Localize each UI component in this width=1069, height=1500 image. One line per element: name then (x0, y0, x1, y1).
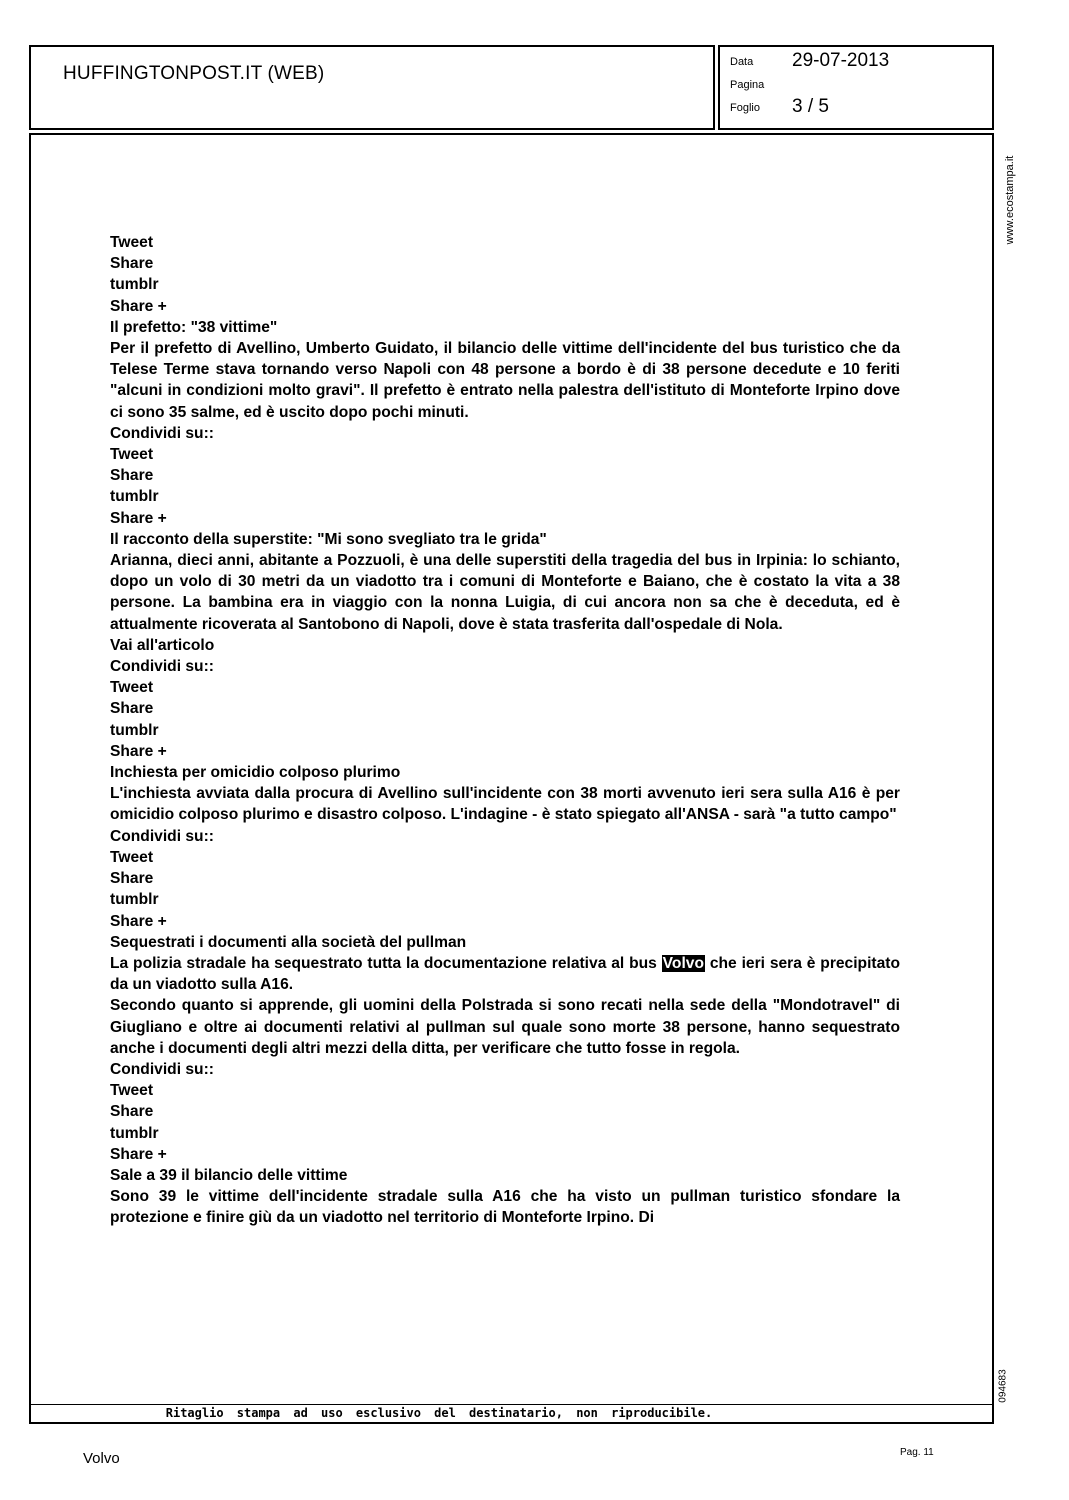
condividi-label: Condividi su:: (110, 1060, 214, 1078)
disclaimer: Ritaglio stampa ad uso esclusivo del destinatario, non riproducibile. (165, 1406, 713, 1420)
section-body: Per il prefetto di Avellino, Umberto Guidato, il bilancio delle vittime dell'incidente del bus turistico che da Telese Terme stava tornando verso Napoli con 48 persone a bordo è di 38 persone decedute e 10 feriti "alcuni in condizioni molto gravi". Il prefetto è entrato nella palestra dell'istituto di Monteforte Irpino dove ci sono 35 salme, ed è uscito dopo pochi minuti. (110, 340, 900, 421)
section-title: Il prefetto: "38 vittime" (110, 318, 278, 336)
section-body-part: La polizia stradale ha sequestrato tutta la documentazione relativa al bus (110, 954, 657, 972)
share-plus[interactable]: Share + (110, 742, 167, 760)
share-plus[interactable]: Share + (110, 297, 167, 315)
share-tumblr[interactable]: tumblr (110, 488, 159, 506)
data-label: Data (730, 56, 754, 68)
share-tumblr[interactable]: tumblr (110, 276, 159, 294)
section-body: Arianna, dieci anni, abitante a Pozzuoli, è una delle superstiti della tragedia del bus in Irpinia: lo schianto, dopo un volo di 30 metri da un viadotto tra i comuni di Monteforte e Baiano, che è costato la vita a 38 persone. La bambina era in viaggio con la nonna Luigia, di cui ancora non sa che è deceduta, ed è attualmente ricoverata al Santobono di Napoli, dove è stata trasferita dall'ospedale di Nola. (110, 552, 900, 633)
share-tumblr[interactable]: tumblr (110, 721, 159, 739)
header-meta-box (718, 45, 994, 130)
article-body (110, 232, 900, 1229)
section-title: Il racconto della superstite: "Mi sono svegliato tra le grida" (110, 530, 547, 548)
bottom-keyword: Volvo (83, 1450, 120, 1467)
share-share[interactable]: Share (110, 700, 154, 718)
section-title: Inchiesta per omicidio colposo plurimo (110, 764, 401, 782)
section-body: L'inchiesta avviata dalla procura di Avellino sull'incidente con 38 morti avvenuto ieri sera sulla A16 è per omicidio colposo plurimo e disastro colposo. L'indagine - è stato spiegato all'ANSA - sarà "a tutto campo" (110, 785, 900, 824)
footer-divider (29, 1404, 994, 1405)
share-tweet[interactable]: Tweet (110, 679, 154, 697)
section-body (110, 953, 900, 995)
section-body: Secondo quanto si apprende, gli uomini della Polstrada si sono recati nella sede della "Mondotravel" di Giugliano e oltre ai documenti relativi al pullman sul quale sono morte 38 persone, hanno sequestrato anche i documenti degli altri mezzi della ditta, per verificare che tutto fosse in regola. (110, 997, 900, 1057)
share-share[interactable]: Share (110, 1103, 154, 1121)
publication-title: HUFFINGTONPOST.IT (WEB) (63, 63, 325, 84)
vai-articolo-link[interactable]: Vai all'articolo (110, 636, 215, 654)
share-tweet[interactable]: Tweet (110, 234, 154, 251)
section-body: Sono 39 le vittime dell'incidente stradale sulla A16 che ha visto un pullman turistico sfondare la protezione e finire giù da un viadotto nel territorio di Monteforte Irpino. Di (110, 1188, 900, 1227)
side-url: www.ecostampa.it (1004, 155, 1016, 245)
foglio-value: 3 / 5 (792, 96, 829, 117)
condividi-label: Condividi su:: (110, 658, 214, 676)
page-number: Pag. 11 (900, 1447, 934, 1458)
keyword-highlight: Volvo (662, 954, 704, 972)
condividi-label: Condividi su:: (110, 424, 214, 442)
data-value: 29-07-2013 (792, 50, 890, 71)
share-plus[interactable]: Share + (110, 1145, 167, 1163)
side-code: 094683 (997, 1369, 1009, 1403)
foglio-label: Foglio (730, 102, 760, 114)
share-share[interactable]: Share (110, 467, 154, 485)
share-share[interactable]: Share (110, 870, 154, 888)
share-share[interactable]: Share (110, 255, 154, 273)
section-title: Sale a 39 il bilancio delle vittime (110, 1166, 348, 1184)
share-plus[interactable]: Share + (110, 912, 167, 930)
share-tweet[interactable]: Tweet (110, 1082, 154, 1100)
section-body-part: che ieri sera è precipitato da un viadotto sulla A16. (110, 954, 901, 994)
share-tweet[interactable]: Tweet (110, 446, 154, 464)
condividi-label: Condividi su:: (110, 827, 214, 845)
header-publication-box (29, 45, 715, 130)
section-title: Sequestrati i documenti alla società del pullman (110, 933, 467, 951)
pagina-label: Pagina (730, 79, 765, 91)
share-tweet[interactable]: Tweet (110, 848, 154, 866)
share-tumblr[interactable]: tumblr (110, 891, 159, 909)
share-plus[interactable]: Share + (110, 509, 167, 527)
share-tumblr[interactable]: tumblr (110, 1124, 159, 1142)
